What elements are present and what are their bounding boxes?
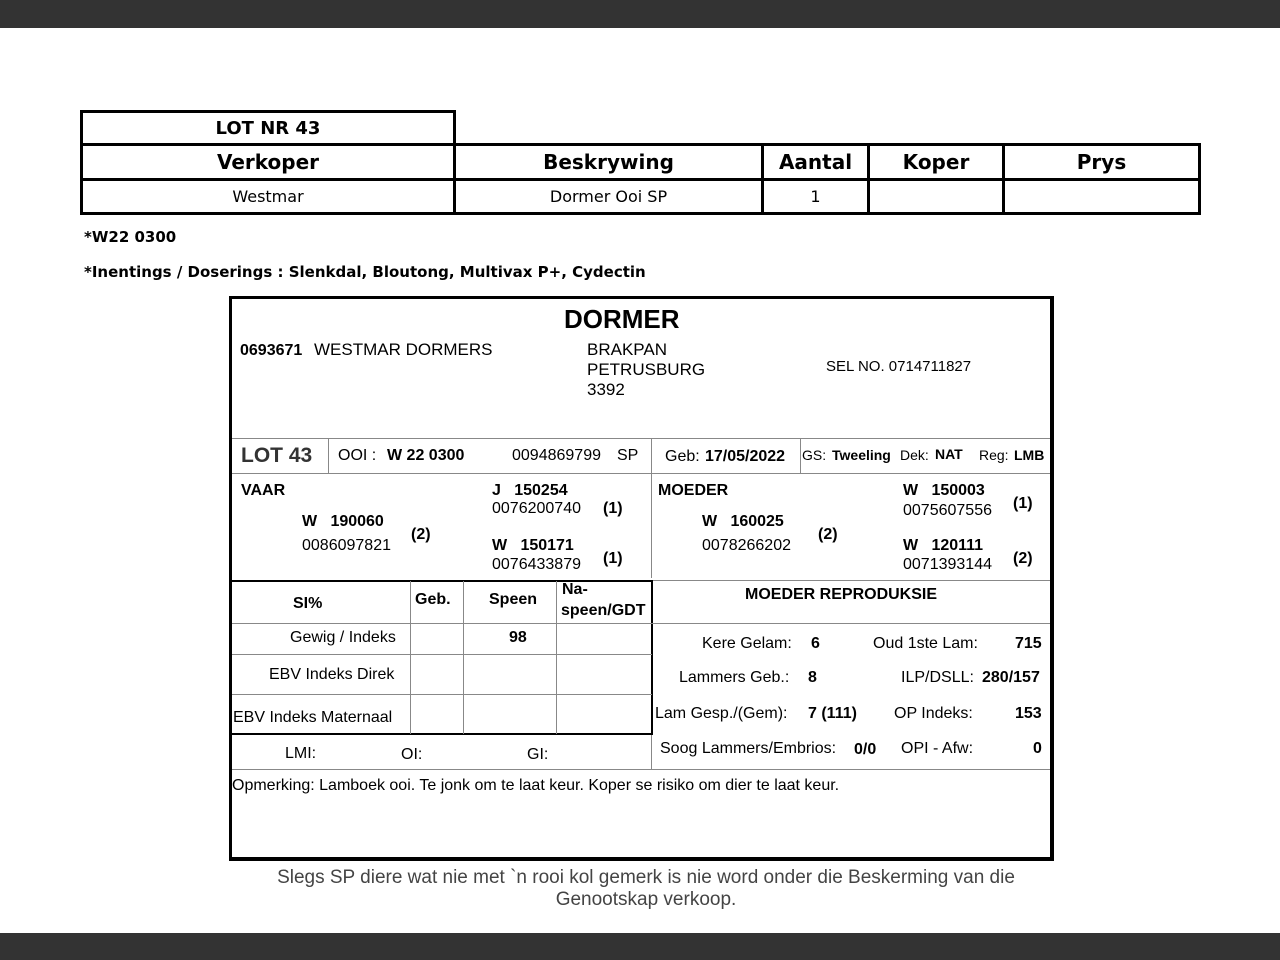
cell-prys [1004, 180, 1200, 214]
geb-header: Geb. [415, 591, 451, 608]
cell-aantal: 1 [763, 180, 869, 214]
sires-dam-number: 0076433879 [492, 556, 581, 573]
naspeen-header-2: speen/GDT [561, 602, 646, 619]
lammers-geb-value: 8 [808, 669, 817, 686]
naspeen-header-1: Na- [562, 581, 588, 598]
sires-dam-grade: (1) [603, 550, 623, 567]
sires-sire-id: J 150254 [492, 482, 568, 499]
id-note: *W22 0300 [84, 228, 177, 246]
dams-dam-grade: (2) [1013, 550, 1033, 567]
header-verkoper: Verkoper [82, 145, 455, 180]
divider [410, 581, 411, 734]
dam-id: W 160025 [702, 513, 784, 530]
footer-note: Slegs SP diere wat nie met `n rooi kol gemerk is nie word onder die Beskerming van die Genootskap verkoop. [277, 867, 1015, 910]
kere-gelam-label: Kere Gelam: [702, 635, 792, 652]
row-label-ebv-maternaal: EBV Indeks Maternaal [233, 709, 393, 726]
address-line-3: 3392 [587, 380, 625, 399]
lot-number-cell: LOT NR 43 [82, 112, 455, 145]
divider [800, 438, 801, 474]
ilp-label: ILP/DSLL: [901, 669, 974, 686]
op-indeks-label: OP Indeks: [894, 705, 973, 722]
lot-table [80, 110, 1201, 215]
dek-label: Dek: [900, 447, 929, 463]
dam-number: 0078266202 [702, 537, 791, 554]
dek-value: NAT [935, 446, 963, 462]
header-aantal: Aantal [763, 145, 869, 180]
bottom-bar [0, 933, 1280, 960]
divider [232, 623, 1050, 624]
divider [232, 473, 1050, 474]
cell-verkoper: Westmar [82, 180, 455, 214]
dams-sire-id: W 150003 [903, 482, 985, 499]
dams-sire-number: 0075607556 [903, 502, 992, 519]
cell-koper [869, 180, 1004, 214]
geb-date: 17/05/2022 [705, 448, 786, 465]
divider [232, 438, 1050, 439]
divider [651, 735, 652, 770]
divider [232, 580, 652, 582]
oi-label: OI: [401, 746, 423, 763]
top-bar [0, 0, 1280, 28]
reproduction-title: MOEDER REPRODUKSIE [745, 586, 938, 603]
kere-gelam-value: 6 [811, 635, 820, 652]
sire-id: W 190060 [302, 513, 384, 530]
header-koper: Koper [869, 145, 1004, 180]
sires-dam-id: W 150171 [492, 537, 574, 554]
dams-sire-grade: (1) [1013, 495, 1033, 512]
ooi-grade: SP [617, 447, 639, 464]
ooi-label: OOI : [338, 447, 377, 464]
breeder-name: WESTMAR DORMERS [314, 340, 493, 359]
soog-value: 0/0 [854, 741, 877, 758]
dam-grade: (2) [818, 526, 838, 543]
breed-title: DORMER [564, 304, 680, 334]
op-indeks-value: 153 [1015, 705, 1042, 722]
dams-dam-number: 0071393144 [903, 556, 992, 573]
ilp-value: 280/157 [982, 669, 1040, 686]
divider [651, 580, 653, 735]
dams-dam-id: W 120111 [903, 537, 984, 554]
lammers-geb-label: Lammers Geb.: [679, 669, 790, 686]
divider [232, 694, 652, 695]
speen-header: Speen [489, 591, 538, 608]
sires-sire-grade: (1) [603, 500, 623, 517]
reg-label: Reg: [979, 447, 1009, 463]
divider [652, 580, 1050, 581]
divider [232, 733, 652, 735]
lam-gesp-label: Lam Gesp./(Gem): [655, 705, 788, 722]
address-line-1: BRAKPAN [587, 340, 667, 359]
oud-label: Oud 1ste Lam: [873, 635, 978, 652]
cell-beskrywing: Dormer Ooi SP [455, 180, 763, 214]
header-prys: Prys [1004, 145, 1200, 180]
remark: Opmerking: Lamboek ooi. Te jonk om te laat keur. Koper se risiko om dier te laat keur. [232, 777, 840, 794]
divider [463, 581, 464, 734]
lam-gesp-value: 7 (111) [808, 705, 857, 722]
soog-label: Soog Lammers/Embrios: [660, 740, 837, 757]
sel-number: SEL NO. 0714711827 [826, 358, 972, 375]
opi-value: 0 [1033, 740, 1042, 757]
vaar-label: VAAR [241, 482, 286, 499]
header-beskrywing: Beskrywing [455, 145, 763, 180]
oud-value: 715 [1015, 635, 1042, 652]
moeder-label: MOEDER [658, 482, 729, 499]
ooi-id: W 22 0300 [387, 447, 465, 464]
pedigree-card [229, 296, 1054, 861]
gs-label: GS: [802, 447, 827, 463]
vaccination-note: *Inentings / Doserings : Slenkdal, Bloutong, Multivax P+, Cydectin [84, 263, 646, 281]
sires-sire-number: 0076200740 [492, 500, 581, 517]
row-label-ebv-direk: EBV Indeks Direk [269, 666, 395, 683]
sire-grade: (2) [411, 526, 431, 543]
gi-label: GI: [527, 746, 549, 763]
breeder-code: 0693671 [240, 342, 303, 359]
divider [232, 654, 652, 655]
geb-label: Geb: [665, 448, 700, 465]
lmi-label: LMI: [285, 745, 317, 762]
address-line-2: PETRUSBURG [587, 360, 706, 379]
speen-value-gewig: 98 [509, 629, 527, 646]
divider [651, 438, 652, 578]
opi-label: OPI - Afw: [901, 740, 974, 757]
gs-value: Tweeling [832, 447, 891, 463]
sire-number: 0086097821 [302, 537, 391, 554]
divider [328, 438, 329, 474]
reg-value: LMB [1014, 447, 1045, 463]
divider [232, 769, 1050, 770]
row-label-gewig: Gewig / Indeks [290, 629, 396, 646]
lot-label: LOT 43 [241, 444, 313, 467]
divider [556, 581, 557, 734]
si-header: SI% [293, 595, 323, 612]
ooi-number: 0094869799 [512, 447, 601, 464]
